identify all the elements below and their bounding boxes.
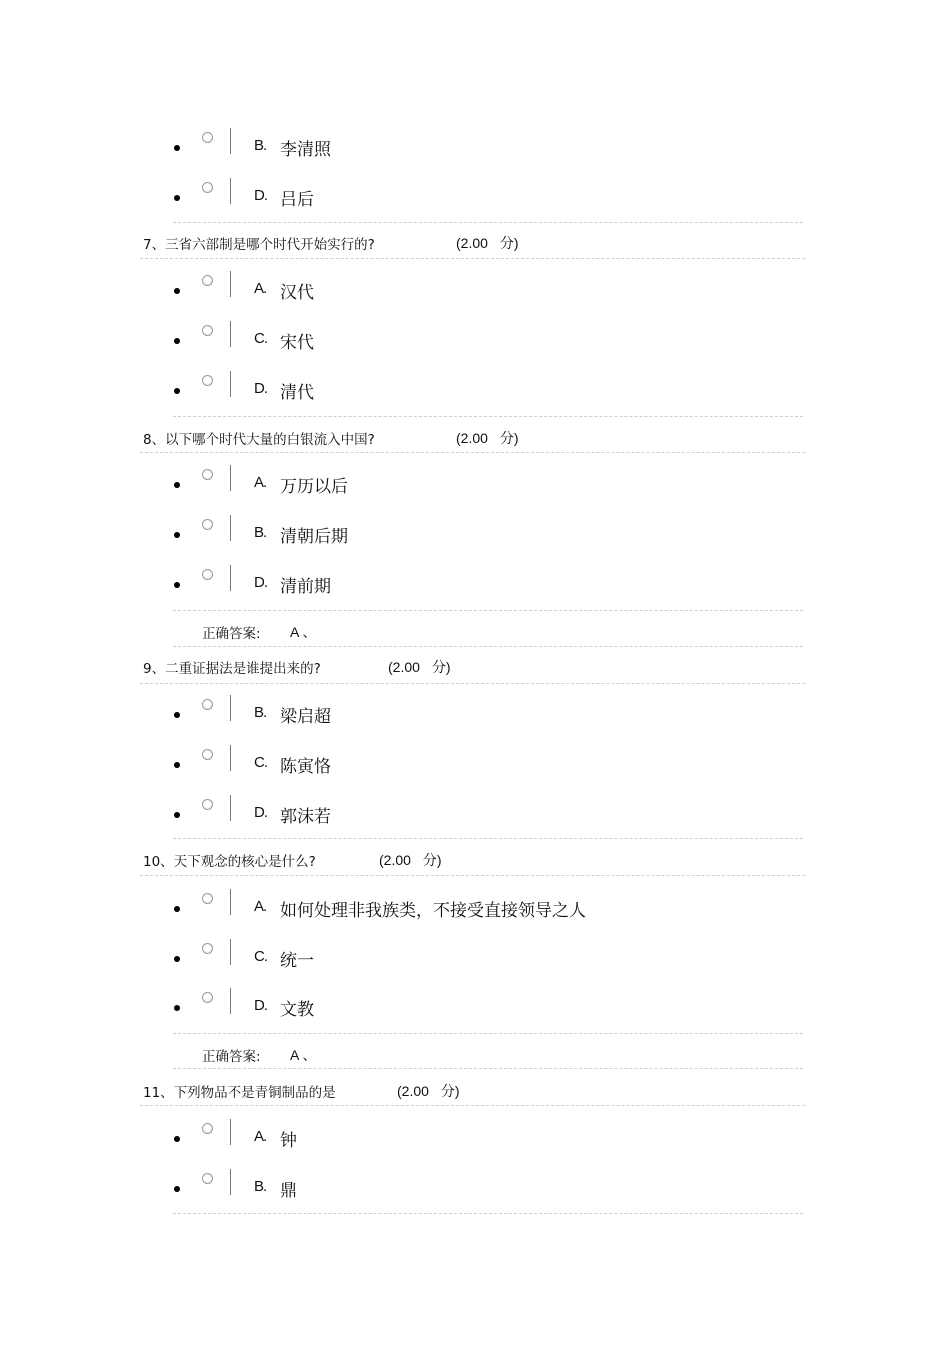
option-divider [230,695,231,721]
radio-button[interactable] [202,749,213,760]
option-divider [230,939,231,965]
option-letter: B. [254,704,267,721]
option-divider [230,465,231,491]
bullet-icon [174,388,180,394]
divider [173,1213,803,1214]
option-row [0,565,800,595]
option-divider [230,271,231,297]
option-letter: C. [254,754,267,771]
radio-button[interactable] [202,519,213,530]
option-text: 吕后 [280,190,314,210]
option-letter: D. [254,574,267,591]
option-row [0,795,800,825]
option-text: 陈寅恪 [280,757,331,777]
radio-button[interactable] [202,375,213,386]
divider [173,416,803,417]
option-text: 统一 [280,951,314,971]
divider [173,1068,803,1069]
option-text: 清前期 [280,577,331,597]
question-score: (2.00 分) [456,235,519,251]
answer-label: 正确答案: [202,1049,261,1065]
radio-button[interactable] [202,893,213,904]
divider [140,683,805,684]
option-divider [230,371,231,397]
option-row [0,515,800,545]
bullet-icon [174,906,180,912]
option-letter: D. [254,380,267,397]
option-divider [230,515,231,541]
bullet-icon [174,712,180,718]
option-row [0,695,800,725]
option-text: 梁启超 [280,707,331,727]
option-row [0,321,800,351]
bullet-icon [174,145,180,151]
bullet-icon [174,956,180,962]
divider [173,222,803,223]
option-divider [230,178,231,204]
option-letter: B. [254,1178,267,1195]
question-score: (2.00 分) [397,1083,460,1099]
option-row [0,1169,800,1199]
divider [173,838,803,839]
answer-value: A 、 [290,624,317,640]
divider [140,1105,805,1106]
radio-button[interactable] [202,325,213,336]
option-divider [230,565,231,591]
option-letter: B. [254,524,267,541]
bullet-icon [174,532,180,538]
bullet-icon [174,482,180,488]
option-row [0,939,800,969]
divider [140,452,805,453]
option-row [0,371,800,401]
bullet-icon [174,1186,180,1192]
option-letter: A. [254,280,267,297]
question-text: 7、三省六部制是哪个时代开始实行的? [143,237,375,253]
option-letter: D. [254,187,267,204]
option-text: 清朝后期 [280,527,348,547]
option-divider [230,1169,231,1195]
radio-button[interactable] [202,469,213,480]
option-row [0,128,800,158]
bullet-icon [174,195,180,201]
option-text: 文教 [280,1000,314,1020]
radio-button[interactable] [202,1123,213,1134]
answer-value: A 、 [290,1047,317,1063]
option-divider [230,128,231,154]
option-divider [230,745,231,771]
option-row [0,1119,800,1149]
divider [173,646,803,647]
answer-label: 正确答案: [202,626,261,642]
correct-answer [202,1045,317,1065]
option-row [0,988,800,1018]
bullet-icon [174,812,180,818]
correct-answer [202,622,317,642]
option-letter: A. [254,1128,267,1145]
divider [140,875,805,876]
option-divider [230,889,231,915]
radio-button[interactable] [202,1173,213,1184]
bullet-icon [174,288,180,294]
divider [173,1033,803,1034]
option-row [0,889,800,919]
option-row [0,745,800,775]
bullet-icon [174,582,180,588]
option-text: 万历以后 [280,477,348,497]
option-divider [230,321,231,347]
option-text: 汉代 [280,283,314,303]
option-text: 钟 [280,1131,297,1151]
option-text: 清代 [280,383,314,403]
radio-button[interactable] [202,569,213,580]
question-score: (2.00 分) [379,852,442,868]
question-text: 11、下列物品不是青铜制品的是 [143,1085,336,1101]
question-text: 8、以下哪个时代大量的白银流入中国? [143,432,375,448]
radio-button[interactable] [202,992,213,1003]
radio-button[interactable] [202,132,213,143]
option-text: 宋代 [280,333,314,353]
option-row [0,271,800,301]
radio-button[interactable] [202,275,213,286]
bullet-icon [174,338,180,344]
question-score: (2.00 分) [456,430,519,446]
option-letter: D. [254,997,267,1014]
option-letter: C. [254,330,267,347]
option-letter: A. [254,474,267,491]
bullet-icon [174,762,180,768]
option-letter: B. [254,137,267,154]
divider [173,610,803,611]
option-row [0,178,800,208]
bullet-icon [174,1136,180,1142]
question-text: 10、天下观念的核心是什么? [143,854,316,870]
question-text: 9、二重证据法是谁提出来的? [143,661,321,677]
option-text: 李清照 [280,140,331,160]
option-divider [230,988,231,1014]
radio-button[interactable] [202,943,213,954]
option-text: 郭沫若 [280,807,331,827]
option-letter: A. [254,898,267,915]
option-text: 鼎 [280,1181,297,1201]
radio-button[interactable] [202,182,213,193]
option-text: 如何处理非我族类，不接受直接领导之人 [280,901,586,921]
question-score: (2.00 分) [388,659,451,675]
divider [140,258,805,259]
option-divider [230,1119,231,1145]
option-divider [230,795,231,821]
option-letter: D. [254,804,267,821]
radio-button[interactable] [202,699,213,710]
bullet-icon [174,1005,180,1011]
option-row [0,465,800,495]
radio-button[interactable] [202,799,213,810]
option-letter: C. [254,948,267,965]
